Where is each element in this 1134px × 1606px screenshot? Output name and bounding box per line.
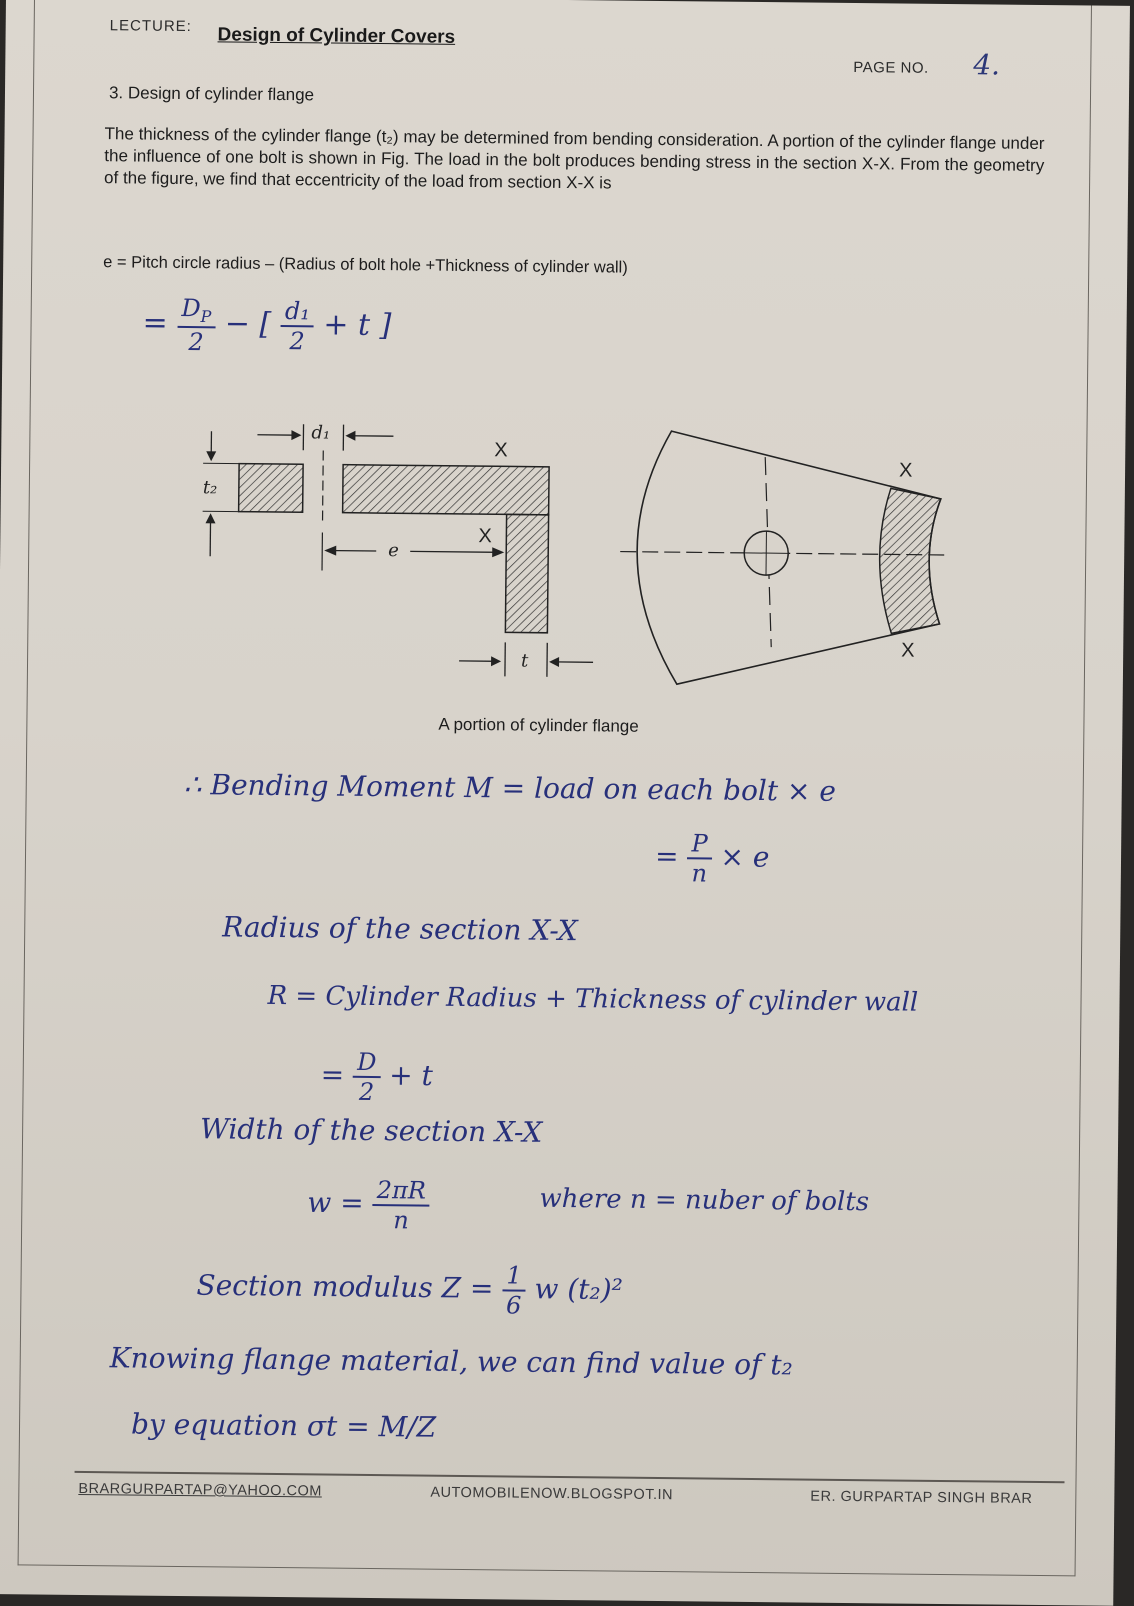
eq-suffix: + t	[389, 1059, 433, 1092]
frac-num: 2πR	[373, 1176, 430, 1207]
footer-blog: AUTOMOBILENOW.BLOGSPOT.IN	[430, 1485, 673, 1504]
lecture-label: LECTURE:	[110, 17, 192, 35]
radius-equation	[320, 1047, 433, 1106]
eq-prefix: w =	[307, 1186, 373, 1220]
eq-suffix: w (t₂)²	[534, 1272, 623, 1306]
fraction-2pir-over-n	[372, 1176, 430, 1235]
flange-plan-view	[619, 431, 952, 687]
width-note: where n = nuber of bolts	[539, 1184, 869, 1217]
intro-paragraph: The thickness of the cylinder flange (t₂) may be determined from bending consideration. A portion of the cylinder flange under the influence of one bolt is shown in Fig. The load in the bolt produces bending stress in the section X-X. From the geometry of the figure, we find that eccentricity of the load from section X-X is	[104, 123, 1045, 199]
frac-num: d₁	[281, 297, 314, 327]
eccentricity-definition: e = Pitch circle radius – (Radius of bolt hole +Thickness of cylinder wall)	[103, 253, 628, 277]
frac-den: 2	[280, 327, 313, 355]
frac-num: 1	[502, 1261, 526, 1291]
fraction-p-over-n	[687, 829, 712, 887]
eccentricity-equation	[142, 294, 391, 358]
label-d1: d₁	[311, 422, 330, 443]
fraction-1-over-6	[502, 1261, 526, 1319]
frac-den: 2	[353, 1078, 381, 1106]
flange-section-view	[201, 421, 596, 677]
frac-den: 6	[502, 1291, 526, 1319]
eq-prefix: =	[321, 1058, 354, 1091]
eq-mid: − [	[225, 306, 272, 341]
eq-prefix: =	[142, 305, 177, 340]
frac-den: 2	[177, 328, 215, 356]
bending-moment-line: ∴ Bending Moment M = load on each bolt × e	[184, 768, 837, 808]
frac-den: n	[687, 859, 711, 887]
section-modulus-equation	[196, 1258, 623, 1320]
figure-caption: A portion of cylinder flange	[438, 715, 639, 737]
section-heading: 3. Design of cylinder flange	[109, 83, 314, 105]
label-x-top: X	[494, 439, 508, 461]
eq-suffix: × e	[720, 840, 769, 874]
eq-prefix: =	[655, 839, 688, 872]
frac-sub: P	[201, 307, 212, 326]
label-t2: t₂	[203, 477, 218, 498]
footer-email: BRARGURPARTAP@YAHOO.COM	[78, 1481, 322, 1500]
eq-fraction-dp	[177, 294, 216, 356]
eq-fraction-d1	[280, 297, 314, 355]
knowing-line: Knowing flange material, we can find value of t₂	[110, 1341, 793, 1381]
frac-num: P	[687, 829, 711, 859]
eq-prefix: Section modulus Z =	[196, 1269, 502, 1305]
width-equation	[307, 1175, 430, 1234]
width-heading: Width of the section X-X	[200, 1112, 543, 1149]
frac-den: n	[372, 1206, 429, 1235]
page-number-value: 4.	[973, 48, 1000, 81]
page-number-label: PAGE NO.	[853, 59, 929, 77]
eq-end: + t ]	[323, 307, 391, 343]
radius-heading: Radius of the section X-X	[222, 910, 578, 947]
label-e: e	[388, 540, 399, 561]
flange-figure	[179, 401, 982, 699]
equation-line: by equation σt = M/Z	[131, 1408, 436, 1444]
fraction-d-over-2	[353, 1048, 381, 1106]
label-x-right-top: X	[899, 459, 913, 481]
label-x-right-bottom: X	[901, 640, 915, 662]
lecture-title: Design of Cylinder Covers	[217, 24, 455, 48]
frac-num: D	[353, 1048, 381, 1078]
radius-definition: R = Cylinder Radius + Thickness of cylinder wall	[267, 981, 918, 1018]
frac-num: D	[181, 294, 201, 322]
footer-author: ER. GURPARTAP SINGH BRAR	[810, 1489, 1032, 1507]
label-t: t	[521, 651, 529, 672]
label-x-mid: X	[478, 525, 492, 547]
bending-moment-equation	[655, 829, 770, 888]
